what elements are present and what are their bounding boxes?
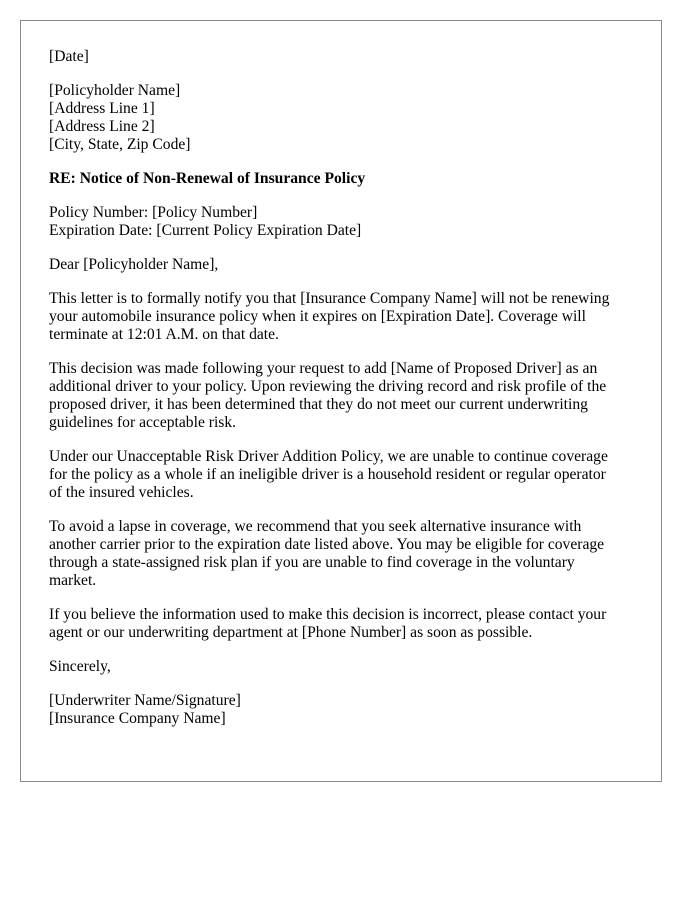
salutation: Dear [Policyholder Name], xyxy=(49,256,219,273)
paragraph-line: This decision was made following your request to add [Name of Proposed Driver] as an xyxy=(49,360,598,377)
paragraph-line: another carrier prior to the expiration date listed above. You may be eligible for coverage xyxy=(49,536,605,553)
closing-block xyxy=(49,658,633,676)
paragraph-line: through a state-assigned risk plan if you are unable to find coverage in the voluntary xyxy=(49,554,575,571)
paragraph-policy xyxy=(49,448,633,502)
expiration-date-line: Expiration Date: [Current Policy Expiration Date] xyxy=(49,222,362,239)
recipient-address-line-1: [Address Line 1] xyxy=(49,100,155,117)
paragraph-line: This letter is to formally notify you that [Insurance Company Name] will not be renewing xyxy=(49,290,610,307)
recipient-city-state-zip: [City, State, Zip Code] xyxy=(49,136,191,153)
paragraph-recommendation xyxy=(49,518,633,590)
paragraph-line: agent or our underwriting department at [Phone Number] as soon as possible. xyxy=(49,624,533,641)
recipient-address-block xyxy=(49,82,633,154)
policy-number-line: Policy Number: [Policy Number] xyxy=(49,204,258,221)
subject-block xyxy=(49,170,633,188)
paragraph-line: of the insured vehicles. xyxy=(49,484,194,501)
paragraph-line: If you believe the information used to make this decision is incorrect, please contact your xyxy=(49,606,607,623)
paragraph-line: proposed driver, it has been determined that they do not meet our current underwriting xyxy=(49,396,588,413)
closing: Sincerely, xyxy=(49,658,111,675)
paragraph-line: additional driver to your policy. Upon reviewing the driving record and risk profile of the xyxy=(49,378,607,395)
signature-name: [Underwriter Name/Signature] xyxy=(49,692,241,709)
subject-line: RE: Notice of Non-Renewal of Insurance Policy xyxy=(49,170,366,187)
salutation-block xyxy=(49,256,633,274)
paragraph-reason xyxy=(49,360,633,432)
date-block xyxy=(49,48,633,66)
paragraph-line: To avoid a lapse in coverage, we recommend that you seek alternative insurance with xyxy=(49,518,582,535)
paragraph-notification xyxy=(49,290,633,344)
paragraph-line: terminate at 12:01 A.M. on that date. xyxy=(49,326,279,343)
recipient-address-line-2: [Address Line 2] xyxy=(49,118,155,135)
paragraph-contact xyxy=(49,606,633,642)
signature-company: [Insurance Company Name] xyxy=(49,710,226,727)
paragraph-line: guidelines for acceptable risk. xyxy=(49,414,237,431)
policy-info-block xyxy=(49,204,633,240)
paragraph-line: your automobile insurance policy when it expires on [Expiration Date]. Coverage will xyxy=(49,308,586,325)
letter-document xyxy=(20,20,662,782)
paragraph-line: for the policy as a whole if an ineligible driver is a household resident or regular operator xyxy=(49,466,606,483)
paragraph-line: market. xyxy=(49,572,97,589)
paragraph-line: Under our Unacceptable Risk Driver Addition Policy, we are unable to continue coverage xyxy=(49,448,608,465)
signature-block xyxy=(49,692,633,728)
recipient-name: [Policyholder Name] xyxy=(49,82,181,99)
letter-date: [Date] xyxy=(49,48,89,65)
